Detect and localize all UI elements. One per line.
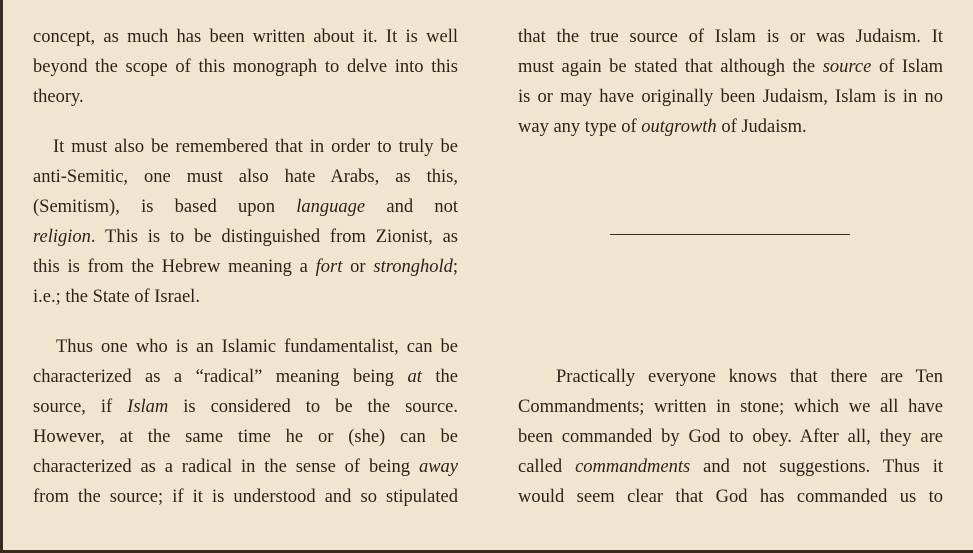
text-line: characterized as a “radical” meaning being at the [33,367,458,387]
left-column [33,22,458,512]
text-line: been commanded by God to obey. After all, they are [518,427,943,447]
text-line: However, at the same time he or (she) can be [33,427,458,447]
text-line: source, if Islam is considered to be the source. [33,397,458,417]
text-line: is or may have originally been Judaism, Islam is in no [518,87,943,107]
text-line: must again be stated that although the source of Islam [518,57,944,77]
text-line: from the source; if it is understood and so stipulated [33,487,458,507]
text-line: beyond the scope of this monograph to delve into this [33,57,458,77]
text-line: religion. This is to be distinguished from Zionist, as [33,227,458,247]
text-line: theory. [33,87,84,107]
italic-text: religion [33,227,91,247]
text-line: this is from the Hebrew meaning a fort or stronghold; [33,257,459,277]
italic-text: away [418,457,458,477]
text-line: would seem clear that God has commanded us to [518,487,943,507]
text-line: (Semitism), is based upon language and not [33,197,459,217]
italic-text: stronghold [373,257,453,277]
text-line: that the true source of Islam is or was Judaism. It [518,27,943,47]
italic-text: source [822,57,872,77]
document-page [3,0,973,550]
text-line: Practically everyone knows that there are Ten [556,367,943,387]
italic-text: language [296,197,366,217]
text-line: Commandments; written in stone; which we all have [518,397,943,417]
text-line: concept, as much has been written about it. It is well [33,27,458,47]
text-line: way any type of outgrowth of Judaism. [518,117,807,137]
italic-text: Islam [127,397,169,417]
paragraph [33,332,458,512]
paragraph [33,132,458,312]
text-line: called commandments and not suggestions. Thus it [518,457,944,477]
text-line: anti-Semitic, one must also hate Arabs, as this, [33,167,458,187]
italic-text: commandments [575,457,691,477]
text-line: It must also be remembered that in order to truly be [53,137,458,157]
text-line: characterized as a radical in the sense of being away [33,457,458,477]
paragraph [33,22,458,112]
section-divider [610,234,850,235]
italic-text: fort [315,257,343,277]
paragraph [518,22,943,142]
text-line: Thus one who is an Islamic fundamentalist, can be [56,337,458,357]
italic-text: outgrowth [641,117,717,137]
italic-text: at [407,367,422,387]
text-line: i.e.; the State of Israel. [33,287,200,307]
right-column [518,22,943,142]
right-column-lower [518,362,943,512]
paragraph [518,362,943,512]
